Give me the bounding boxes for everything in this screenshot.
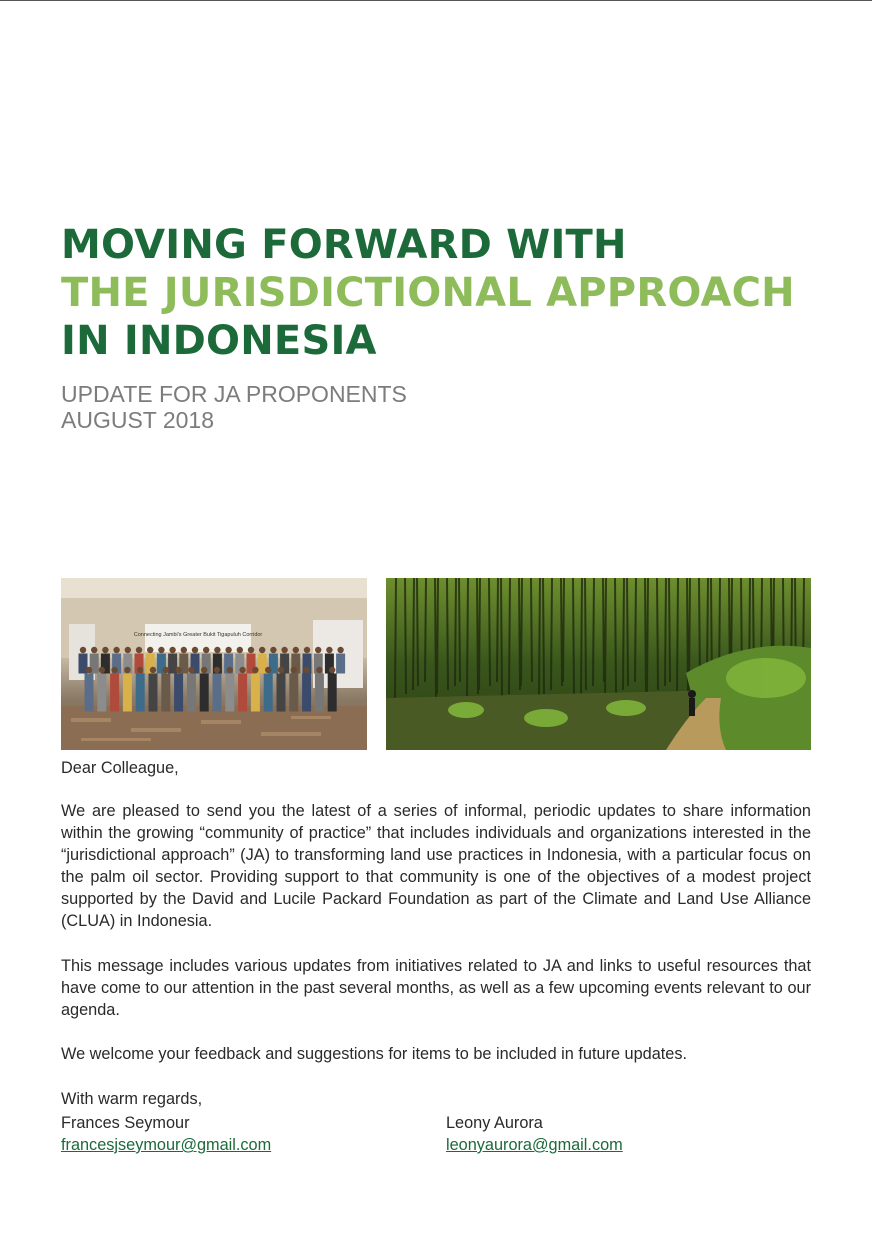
group-photo-illustration (61, 578, 367, 750)
signatory-name: Frances Seymour (61, 1114, 190, 1132)
subtitle-line-2: AUGUST 2018 (61, 407, 214, 433)
letter-paragraph-3: We welcome your feedback and suggestions for items to be included in future updates. (61, 1045, 687, 1063)
banner-text: Connecting Jambi's Greater Bukit Tigapuluh Corridor (133, 632, 263, 638)
subtitle-line-1: UPDATE FOR JA PROPONENTS (61, 381, 407, 407)
signature-block-2 (446, 1112, 623, 1156)
email-link[interactable]: leonyaurora@gmail.com (446, 1136, 623, 1154)
group-photo (61, 578, 367, 750)
subtitle (61, 381, 407, 433)
title-line-1: MOVING FORWARD WITH (61, 222, 627, 268)
letter-paragraph-2: This message includes various updates from initiatives related to JA and links to useful resources that have come to our attention in the past several months, as well as a few upcoming events relevant to our agenda. (61, 957, 811, 1019)
letter-paragraph-1: We are pleased to send you the latest of a series of informal, periodic updates to share information within the growing “community of practice” that includes individuals and organizations interested in the “jurisdictional approach” (JA) to transforming land use practices in Indonesia, with a particular focus on the palm oil sector. Providing support to that community is one of the objectives of a modest project supported by the David and Lucile Packard Foundation as part of the Climate and Land Use Alliance (CLUA) in Indonesia. (61, 802, 811, 930)
signatory-name: Leony Aurora (446, 1114, 543, 1132)
title-line-2: THE JURISDICTIONAL APPROACH (61, 270, 795, 316)
title-line-3: IN INDONESIA (61, 318, 377, 364)
letter-closing: With warm regards, (61, 1090, 203, 1108)
email-link[interactable]: francesjseymour@gmail.com (61, 1136, 272, 1154)
forest-photo-illustration (386, 578, 811, 750)
page-title (61, 221, 851, 365)
letter-greeting: Dear Colleague, (61, 759, 179, 777)
top-rule (0, 0, 872, 1)
forest-photo (386, 578, 811, 750)
signature-block-1 (61, 1112, 271, 1156)
